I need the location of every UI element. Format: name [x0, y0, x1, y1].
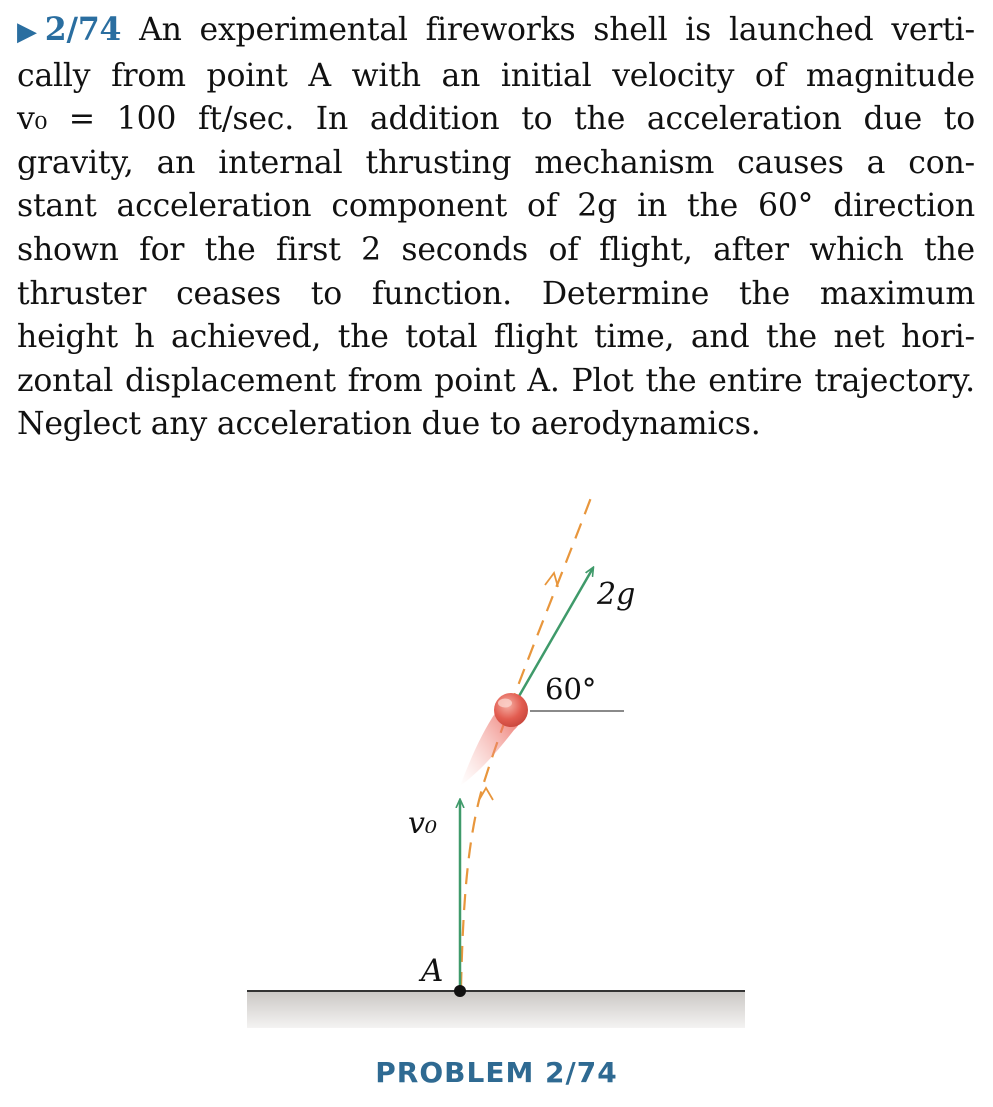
problem-text-line: gravity, an internal thrusting mechanism causes a con-: [17, 144, 975, 181]
problem-text-line: Neglect any acceleration due to aerodynamics.: [17, 406, 761, 443]
problem-text-line: v₀ = 100 ft/sec. In addition to the acceleration due to: [17, 101, 975, 138]
problem-text-line: thruster ceases to function. Determine the maximum: [17, 275, 975, 312]
problem-line-1: [17, 8, 975, 55]
fireworks-shell: [494, 693, 528, 727]
ground-fill: [247, 990, 745, 1028]
point-a-dot: [454, 985, 466, 997]
velocity-label: v₀: [408, 806, 437, 841]
trajectory-figure: [0, 470, 993, 1107]
problem-text-line: cally from point A with an initial velocity of magnitude: [17, 57, 975, 94]
problem-text-line: height h achieved, the total flight time, and the net hori-: [17, 319, 975, 356]
problem-text-line: zontal displacement from point A. Plot the entire trajectory.: [17, 362, 975, 399]
problem-text-line: stant acceleration component of 2g in the 60° direction: [17, 188, 975, 225]
figure-caption: PROBLEM 2/74: [375, 1056, 618, 1089]
point-a-label: A: [421, 953, 444, 989]
problem-number: 2/74: [44, 11, 122, 48]
problem-text-line: An experimental fireworks shell is launched verti-: [121, 12, 975, 48]
angle-label: 60°: [545, 672, 597, 706]
accel-label: 2g: [597, 577, 636, 612]
problem-text-line: shown for the first 2 seconds of flight, after which the: [17, 231, 975, 268]
problem-marker-icon: ▶: [17, 17, 45, 47]
problem-statement: [17, 8, 975, 447]
shell-highlight: [498, 699, 512, 708]
